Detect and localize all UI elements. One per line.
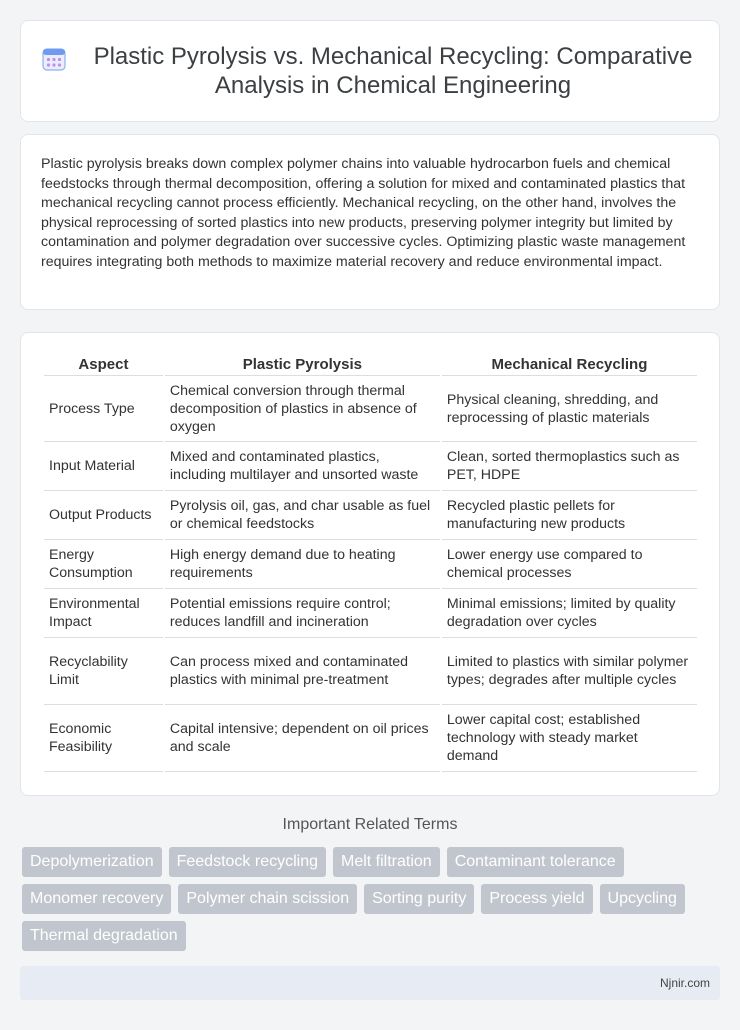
row-pyrolysis: Pyrolysis oil, gas, and char usable as fuel or chemical feedstocks [165, 491, 440, 540]
tag-monomer-recovery[interactable]: Monomer recovery [22, 884, 171, 914]
related-terms-title: Important Related Terms [282, 816, 458, 833]
tag-process-yield[interactable]: Process yield [481, 884, 592, 914]
title-card [20, 20, 720, 122]
tag-melt-filtration[interactable]: Melt filtration [333, 847, 440, 877]
tag-contaminant-tolerance[interactable]: Contaminant tolerance [447, 847, 624, 877]
row-aspect: Process Type [44, 376, 163, 442]
footer [20, 966, 720, 1000]
summary-card [20, 134, 720, 310]
row-mechanical: Clean, sorted thermoplastics such as PET, HDPE [442, 442, 697, 491]
header-mechanical: Mechanical Recycling [442, 353, 697, 376]
footer-site[interactable]: Njnir.com [659, 976, 710, 990]
row-aspect: Output Products [44, 491, 163, 540]
row-aspect: Environmental Impact [44, 589, 163, 638]
tag-feedstock-recycling[interactable]: Feedstock recycling [169, 847, 326, 877]
comparison-table-card [20, 332, 720, 796]
table-row [44, 442, 697, 491]
row-aspect: Input Material [44, 442, 163, 491]
calendar-icon [41, 46, 67, 72]
row-mechanical: Lower capital cost; established technology with steady market demand [442, 705, 697, 772]
row-mechanical: Physical cleaning, shredding, and reprocessing of plastic materials [442, 376, 697, 442]
row-mechanical: Lower energy use compared to chemical processes [442, 540, 697, 589]
row-pyrolysis: Capital intensive; dependent on oil prices and scale [165, 705, 440, 772]
row-pyrolysis: High energy demand due to heating requirements [165, 540, 440, 589]
tag-depolymerization[interactable]: Depolymerization [22, 847, 162, 877]
row-pyrolysis: Can process mixed and contaminated plastics with minimal pre-treatment [165, 638, 440, 705]
tag-upcycling[interactable]: Upcycling [600, 884, 685, 914]
table-header-row [44, 353, 697, 376]
related-terms-list [22, 847, 702, 951]
row-aspect: Energy Consumption [44, 540, 163, 589]
table-row [44, 540, 697, 589]
row-pyrolysis: Mixed and contaminated plastics, including multilayer and unsorted waste [165, 442, 440, 491]
tag-thermal-degradation[interactable]: Thermal degradation [22, 921, 186, 951]
header-aspect: Aspect [44, 353, 163, 376]
tag-polymer-chain-scission[interactable]: Polymer chain scission [178, 884, 357, 914]
row-aspect: Recyclability Limit [44, 638, 163, 705]
row-mechanical: Limited to plastics with similar polymer types; degrades after multiple cycles [442, 638, 697, 705]
row-mechanical: Minimal emissions; limited by quality degradation over cycles [442, 589, 697, 638]
row-mechanical: Recycled plastic pellets for manufacturing new products [442, 491, 697, 540]
row-pyrolysis: Potential emissions require control; reduces landfill and incineration [165, 589, 440, 638]
page-title: Plastic Pyrolysis vs. Mechanical Recycling: Comparative Analysis in Chemical Engineering [93, 43, 693, 99]
table-row [44, 589, 697, 638]
table-row [44, 491, 697, 540]
table-row [44, 376, 697, 442]
summary-text: Plastic pyrolysis breaks down complex polymer chains into valuable hydrocarbon fuels and chemical feedstocks through thermal decomposition, offering a solution for mixed and contaminated plastics that mechanical recycling cannot process efficiently. Mechanical recycling, on the other hand, involves the physical reprocessing of sorted plastics into new products, preserving polymer integrity but limited by contamination and polymer degradation over successive cycles. Optimizing plastic waste management requires integrating both methods to maximize material recovery and reduce environmental impact. [41, 156, 686, 270]
row-pyrolysis: Chemical conversion through thermal decomposition of plastics in absence of oxygen [165, 376, 440, 442]
tag-sorting-purity[interactable]: Sorting purity [364, 884, 474, 914]
row-aspect: Economic Feasibility [44, 705, 163, 772]
table-row [44, 638, 697, 705]
header-pyrolysis: Plastic Pyrolysis [165, 353, 440, 376]
comparison-table [42, 353, 699, 772]
table-row [44, 705, 697, 772]
